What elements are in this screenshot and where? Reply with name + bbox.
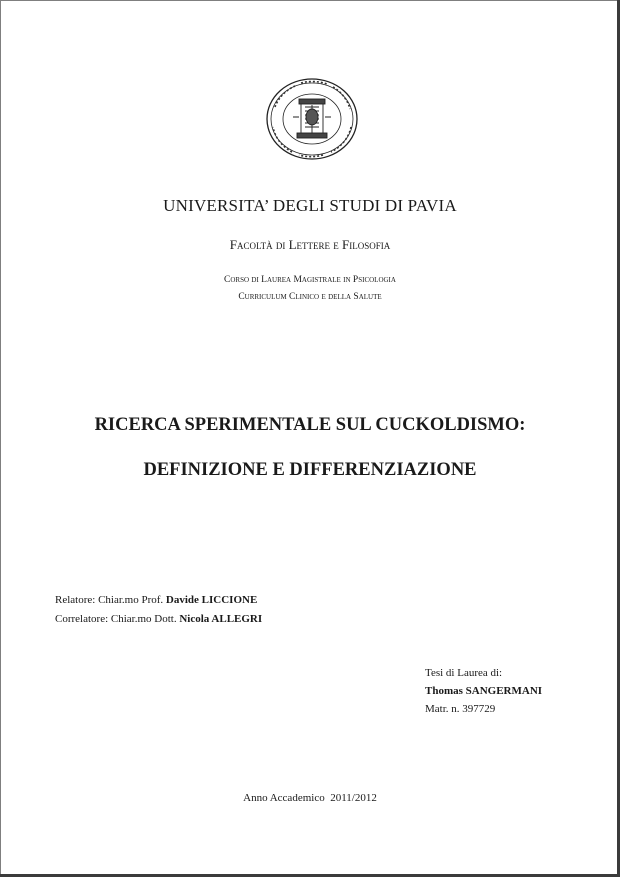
- university-name: UNIVERSITA’ DEGLI STUDI DI PAVIA: [163, 196, 457, 215]
- correlatore-line: [55, 613, 262, 625]
- thesis-label: Tesi di Laurea di:: [425, 667, 503, 679]
- relatore-line: [55, 594, 257, 606]
- correlatore-name: Nicola ALLEGRI: [179, 613, 263, 625]
- thesis-title-line-1: RICERCA SPERIMENTALE SUL CUCKOLDISMO:: [94, 415, 526, 435]
- student-name: Thomas SANGERMANI: [425, 685, 543, 697]
- course-name: Corso di Laurea Magistrale in Psicologia: [224, 275, 396, 285]
- correlatore-prefix: Correlatore: Chiar.mo Dott.: [55, 613, 180, 625]
- relatore-name: Davide LICCIONE: [165, 594, 258, 606]
- faculty-name: Facoltà di Lettere e Filosofia: [229, 237, 391, 252]
- relatore-prefix: Relatore: Chiar.mo Prof.: [55, 594, 166, 606]
- university-seal-icon: [265, 77, 359, 161]
- curriculum-name: Curriculum Clinico e della Salute: [238, 292, 382, 302]
- academic-year: Anno Accademico 2011/2012: [243, 792, 377, 804]
- thesis-title-line-2: DEFINIZIONE E DIFFERENZIAZIONE: [143, 460, 477, 480]
- student-matricola: Matr. n. 397729: [425, 703, 496, 715]
